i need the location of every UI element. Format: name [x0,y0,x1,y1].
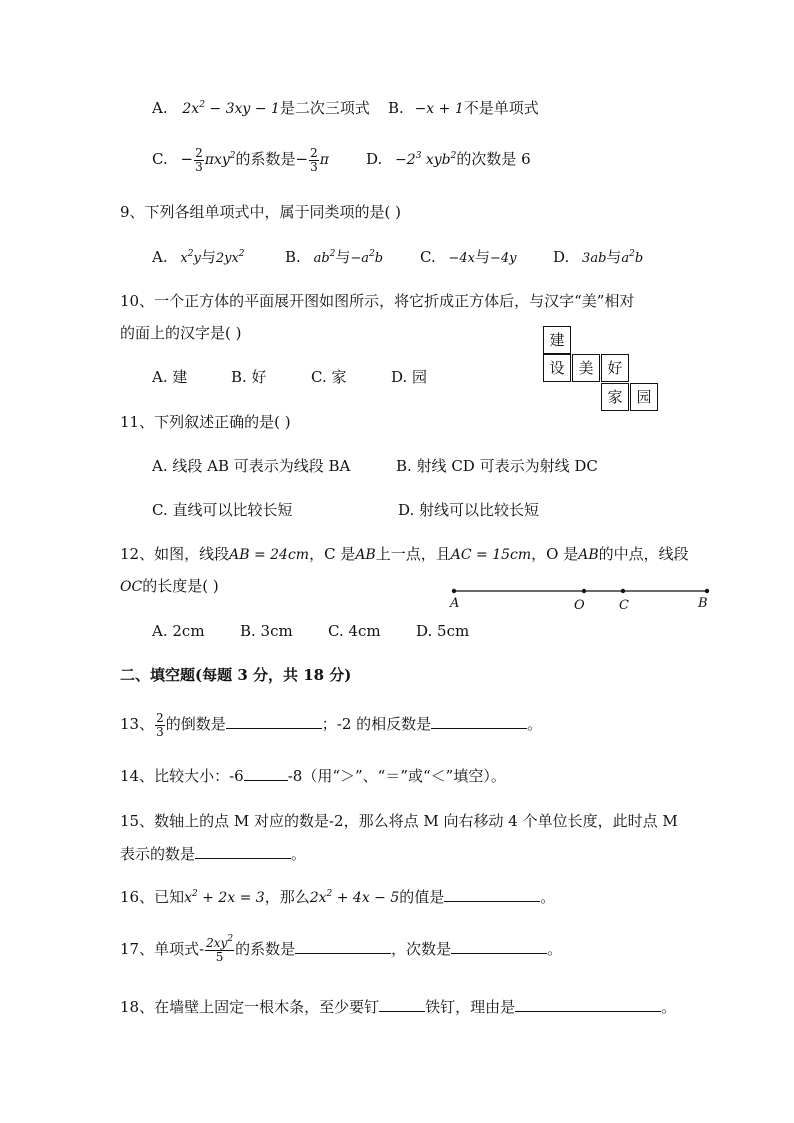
q10-option-a: A. 建 [152,368,188,386]
q11-option-a: A. 线段 AB 可表示为线段 BA [152,457,351,475]
q8-option-c: C. − $\frac{2}{3}$ πxy$^2$的系数是− $\frac{2}{3}$ π [152,145,329,174]
point-c [621,589,625,593]
q12-stem-line1: 12、如图，线段AB = 24cm，C 是AB上一点，且AC = 15cm，O 是AB的中点，线段 [120,545,689,563]
q10-stem-line2: 的面上的汉字是( ) [120,324,242,342]
q13-blank-1[interactable] [226,712,322,729]
q8-option-b: B. −x + 1不是单项式 [388,99,539,117]
q12-option-c: C. 4cm [328,622,381,640]
q17: 17、单项式- $\frac{2xy^2}{5}$ 的系数是 ，次数是 。 [120,933,563,964]
q8-option-a: A. $2x^2 - 3xy - 1$是二次三项式 [152,99,370,117]
net-cell-mei: 美 [572,354,600,382]
point-a [452,589,456,593]
q15-line1: 15、数轴上的点 M 对应的数是-2，那么将点 M 向右移动 4 个单位长度，此时点 M [120,812,678,830]
q8-a-text: 是二次三项式 [279,99,370,117]
label-c: C [619,598,629,613]
q15-line2: 表示的数是 。 [120,842,306,865]
point-o [582,589,586,593]
q11-stem: 11、下列叙述正确的是( ) [120,413,291,431]
label-o: O [574,598,585,613]
q10-option-b: B. 好 [231,368,267,386]
net-cell-jia: 家 [601,383,629,411]
q11-option-b: B. 射线 CD 可表示为射线 DC [396,457,598,475]
q11-option-d: D. 射线可以比较长短 [398,501,540,519]
q13-blank-2[interactable] [431,712,527,729]
net-cell-she: 设 [543,354,571,382]
q18-blank-2[interactable] [515,995,661,1012]
q10-option-d: D. 园 [391,368,428,386]
q12-option-d: D. 5cm [416,622,470,640]
section-2-title: 二、填空题(每题 3 分，共 18 分) [120,666,352,684]
q10-option-c: C. 家 [311,368,347,386]
q8-b-text: 不是单项式 [463,99,539,117]
q17-blank-2[interactable] [451,937,547,954]
q8-option-d: D. $-2^3$ xyb$^2$的次数是 6 [366,150,531,168]
label-a: A [450,596,460,611]
q9-stem: 9、下列各组单项式中，属于同类项的是( ) [120,203,402,221]
q15-blank[interactable] [195,842,291,859]
q8-d-math: $-2^3$ xyb$^2$ [395,151,457,168]
q8-c-frac: $\frac{2}{3}$ [195,145,203,174]
q16-blank[interactable] [444,885,540,902]
net-cell-hao: 好 [601,354,629,382]
q11-option-c: C. 直线可以比较长短 [152,501,293,519]
q17-blank-1[interactable] [295,937,391,954]
q18-blank-1[interactable] [379,995,425,1012]
label-b: B [698,596,708,611]
q9-option-c: C. −4x与−4y [420,248,517,266]
net-cell-yuan: 园 [630,383,658,411]
net-cell-jian: 建 [543,326,571,354]
q14: 14、比较大小：-6 -8（用“＞”、“＝”或“＜”填空）。 [120,764,506,787]
q12-option-b: B. 3cm [240,622,293,640]
point-b [705,589,709,593]
q13: 13、 $\frac{2}{3}$ 的倒数是 ；-2 的相反数是 。 [120,710,543,739]
q12-stem-line2: OC的长度是( ) [120,577,219,595]
q9-option-d: D. 3ab与$a^2b$ [553,248,644,266]
q16: 16、已知$x^2 + 2x = 3$，那么$2x^2 + 4x - 5$的值是 。 [120,885,555,909]
q14-blank[interactable] [244,764,288,781]
q12-option-a: A. 2cm [152,622,205,640]
q18: 18、在墙壁上固定一根木条，至少要钉 铁钉，理由是 。 [120,995,676,1018]
q10-stem-line1: 10、一个正方体的平面展开图如图所示，将它折成正方体后，与汉字“美”相对 [120,292,635,310]
q9-option-b: B. $ab^2$与$-a^2b$ [285,248,384,266]
q9-option-a: A. $x^2y$与$2yx^2$ [152,248,245,266]
q8-a-math: $2x^2 - 3xy - 1$ [182,100,280,117]
q8-b-math: −x + 1 [414,101,464,117]
